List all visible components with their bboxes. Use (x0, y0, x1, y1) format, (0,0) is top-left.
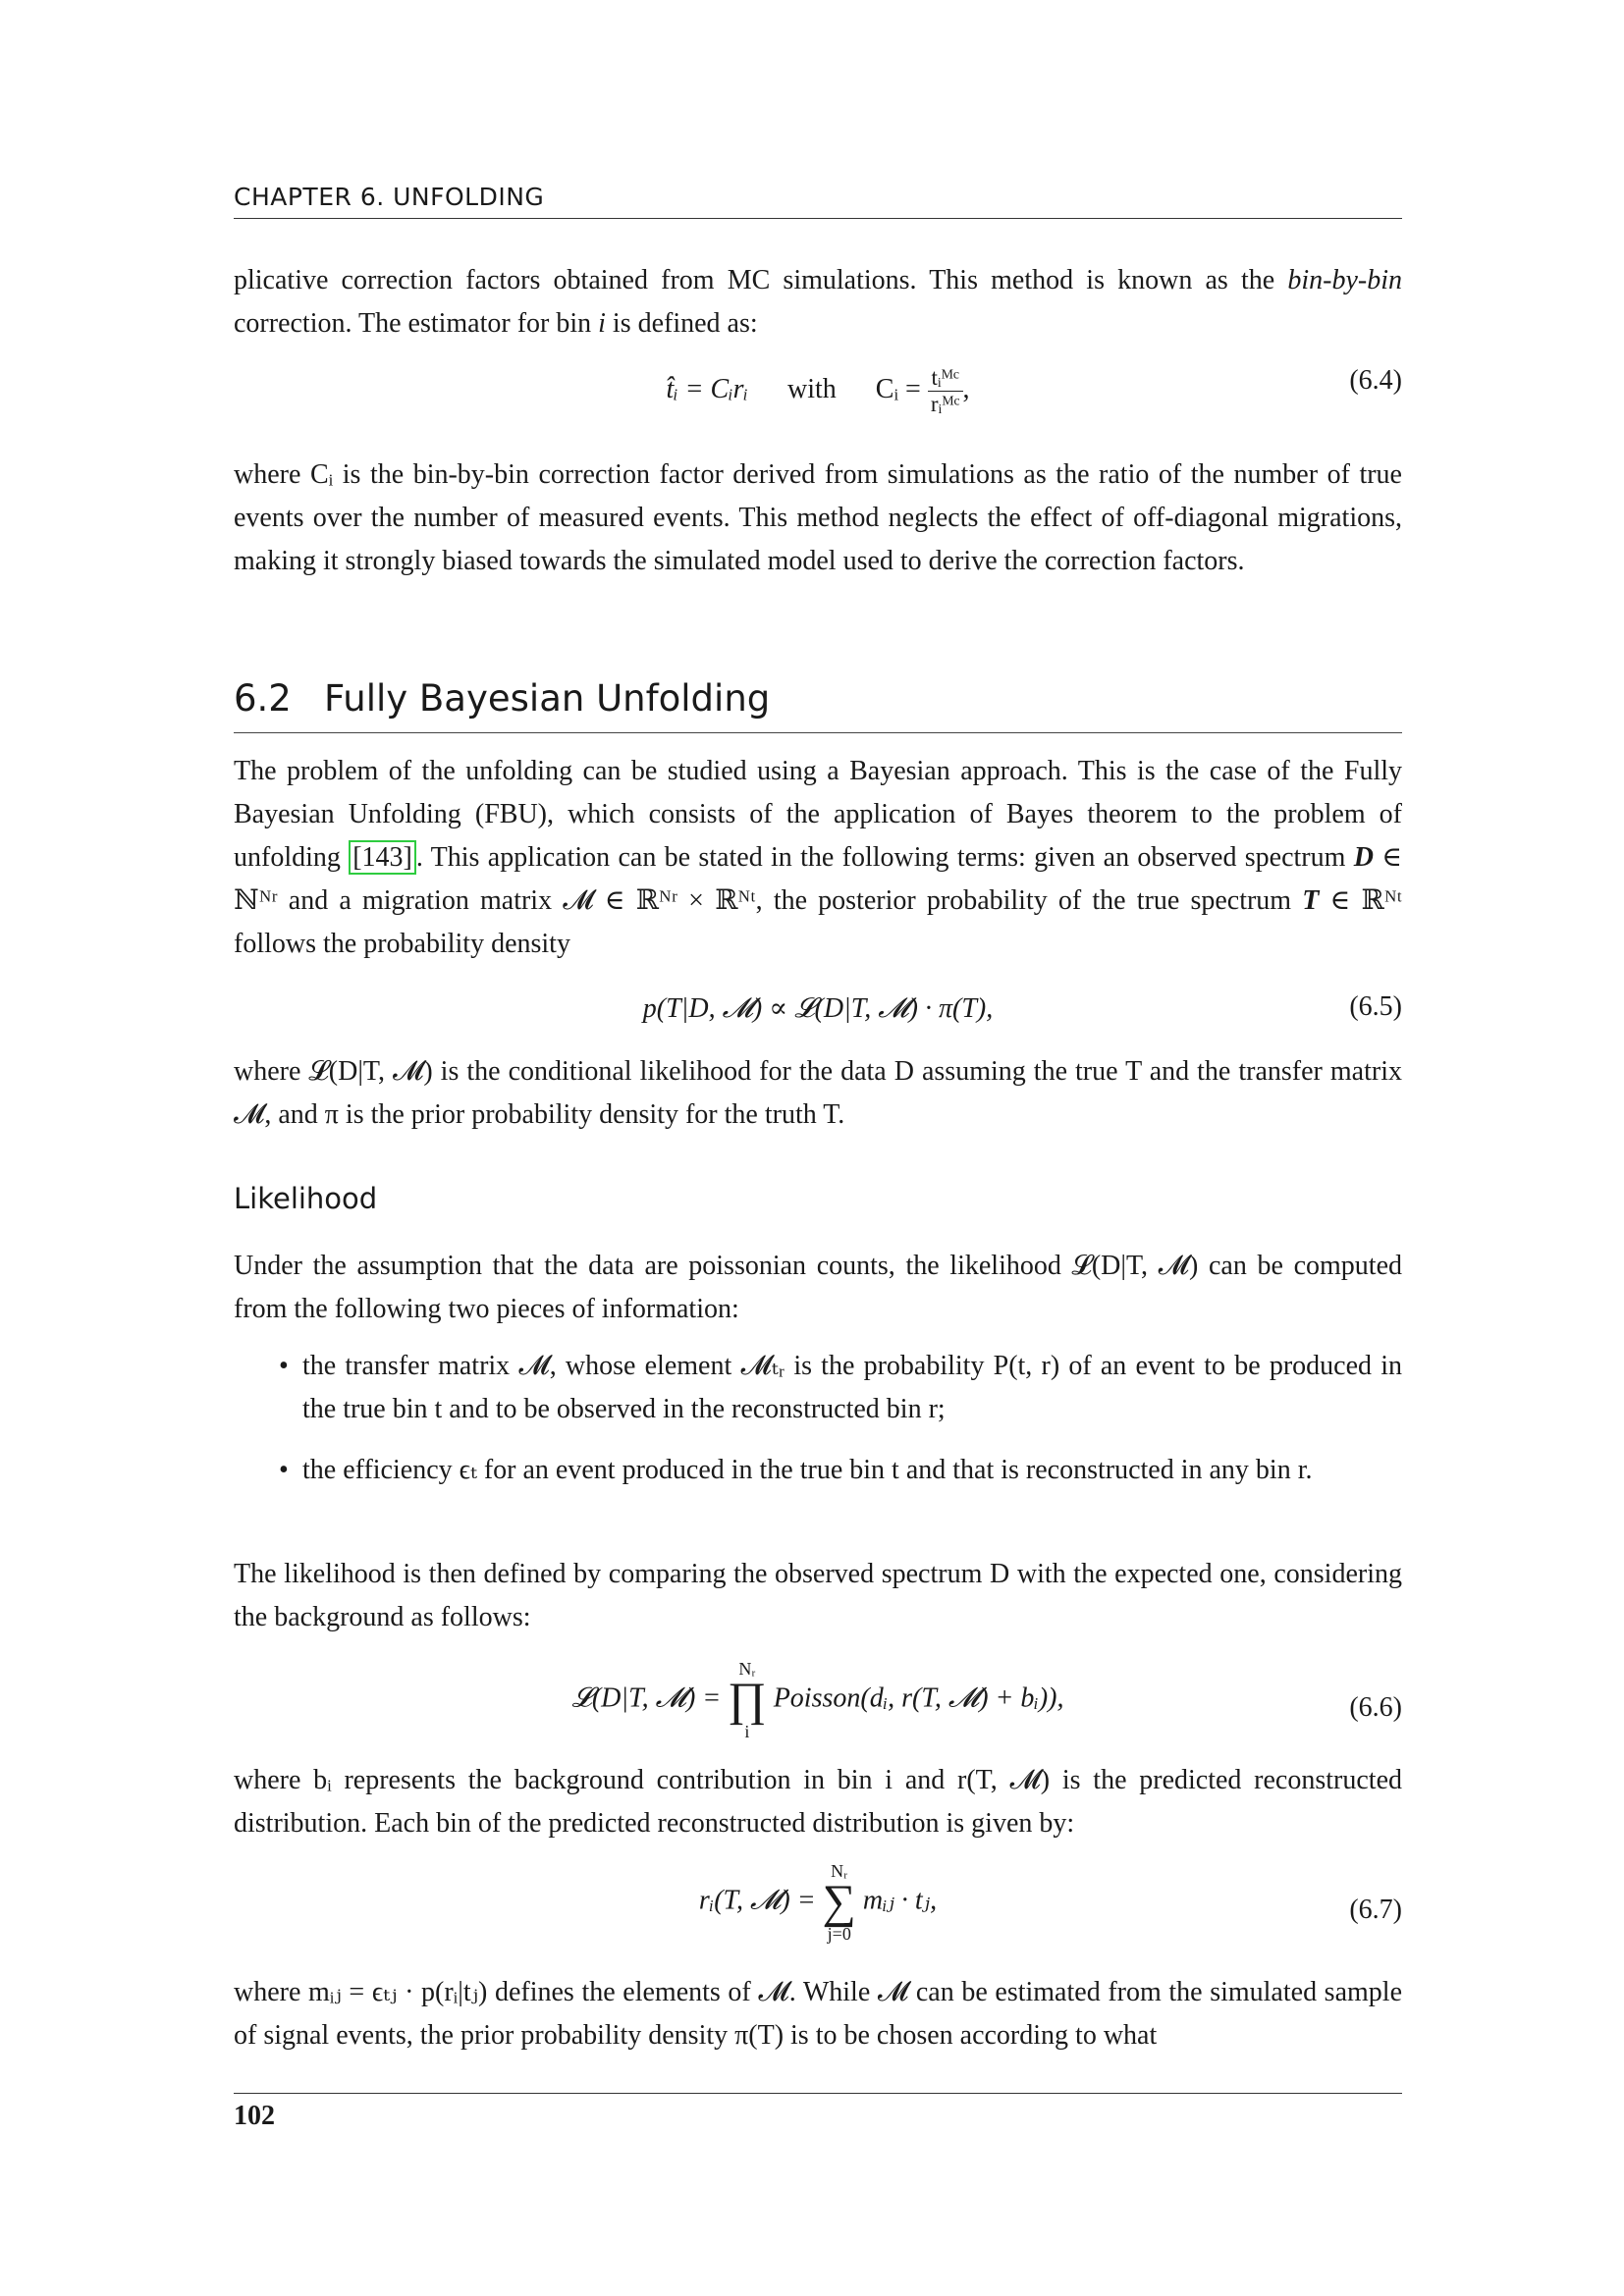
para3-text-a: The problem of the unfolding can be studied using a Bayesian approach. This is the case of the Fully Bayesian Unfolding (FBU), which consists of the application of Bayes theorem to the problem of unfolding (234, 756, 1402, 873)
paragraph-poisson-assumption: Under the assumption that the data are poissonian counts, the likelihood 𝓛(D|T, 𝓜) can be computed from the following two pieces of information: (234, 1251, 1402, 1324)
eq67-sum (823, 1861, 856, 1944)
equation-6-7 (234, 1861, 1402, 1949)
footer-rule (234, 2093, 1402, 2094)
eq67-lower: j=0 (827, 1924, 851, 1944)
eq64-ci: Cᵢ = (875, 373, 921, 404)
eq66-rhs: Poisson(dᵢ, r(T, 𝓜) + bᵢ)), (773, 1682, 1064, 1714)
paragraph-bin-by-bin (234, 259, 1402, 346)
equation-6-4-body (234, 365, 1402, 417)
para3-text-d: ∈ ℝᴺᵗ follows the probability density (234, 885, 1403, 959)
subsection-heading: Likelihood (234, 1182, 378, 1215)
para1-text-b: correction. The estimator for bin (234, 308, 599, 339)
equation-number: (6.7) (1349, 1895, 1402, 1925)
equation-6-6 (234, 1659, 1402, 1747)
paragraph-background: where bᵢ represents the background contribution in bin i and r(T, 𝓜) is the predicted reconstructed distribution. Each bin of the predicted reconstructed distribution is given by: (234, 1765, 1402, 1839)
section-number: 6.2 (234, 677, 292, 720)
eq66-product (728, 1659, 767, 1741)
equation-6-5 (234, 982, 1402, 1041)
equation-6-6-body (234, 1659, 1402, 1741)
bullet-list (234, 1345, 1402, 1510)
citation-link[interactable]: [143] (349, 840, 416, 875)
eq67-rhs: mᵢⱼ · tⱼ, (862, 1885, 938, 1916)
equation-number: (6.6) (1349, 1692, 1402, 1723)
equation-number: (6.4) (1349, 365, 1402, 396)
eq66-lower: i (744, 1722, 750, 1741)
eq64-denominator: rᵢᴹᶜ (930, 392, 960, 416)
para3-text-c: ∈ ℕᴺʳ and a migration matrix 𝓜 ∈ ℝᴺʳ × ℝᴺᵗ, the posterior probability of the true spectrum (234, 842, 1402, 916)
paragraph-likelihood-compare: The likelihood is then defined by comparing the observed spectrum D with the expected one, considering the background as follows: (234, 1559, 1402, 1632)
para1-text-c: is defined as: (605, 308, 758, 339)
eq64-numerator: tᵢᴹᶜ (928, 365, 963, 392)
product-operator: ∏ (728, 1674, 767, 1726)
section-title: Fully Bayesian Unfolding (324, 677, 771, 720)
equation-6-4 (234, 355, 1402, 414)
list-item: • the transfer matrix 𝓜, whose element 𝓜ₜᵣ is the probability P(t, r) of an event to be produced in the true bin t and to be observed in the reconstructed bin r; (234, 1345, 1402, 1431)
running-head: CHAPTER 6. UNFOLDING (234, 183, 1402, 219)
para1-text-a: plicative correction factors obtained from MC simulations. This method is known as the (234, 265, 1288, 295)
para1-emph: bin-by-bin (1287, 265, 1402, 295)
eq64-lhs: t̂ᵢ = Cᵢrᵢ (666, 373, 748, 404)
equation-number: (6.5) (1349, 991, 1402, 1022)
paragraph-correction-factor: where Cᵢ is the bin-by-bin correction factor derived from simulations as the ratio of the number of true events over the number of measured events. This method neglects the effect of off-diagonal migrations, making it strongly biased towards the simulated model used to derive the correction factors. (234, 459, 1402, 576)
section-heading (234, 677, 1402, 733)
para3-symbol-t: T (1302, 885, 1320, 916)
paragraph-fbu-intro (234, 750, 1402, 966)
eq67-upper: Nᵣ (831, 1861, 848, 1881)
paragraph-likelihood-def: where 𝓛(D|T, 𝓜) is the conditional likelihood for the data D assuming the true T and the transfer matrix 𝓜, and π is the prior probability density for the truth T. (234, 1056, 1402, 1130)
eq64-fraction (928, 365, 963, 417)
eq66-lhs: 𝓛(D|T, 𝓜) = (571, 1682, 722, 1714)
para3-text-b: . This application can be stated in the following terms: given an observed spectrum (415, 842, 1354, 873)
para1-index: i (598, 308, 606, 339)
list-item: • the efficiency ϵₜ for an event produced in the true bin t and that is reconstructed in any bin r. (234, 1449, 1402, 1492)
equation-6-5-body: p(T|D, 𝓜) ∝ 𝓛(D|T, 𝓜) · π(T), (642, 993, 994, 1024)
sum-operator: ∑ (822, 1876, 856, 1928)
para3-symbol-d: D (1353, 842, 1374, 873)
equation-6-7-body (234, 1861, 1402, 1944)
eq67-lhs: rᵢ(T, 𝓜) = (698, 1885, 816, 1916)
paragraph-matrix-elements: where mᵢⱼ = ϵₜⱼ · p(rᵢ|tⱼ) defines the elements of 𝓜. While 𝓜 can be estimated from the simulated sample of signal events, the prior probability density π(T) is to be chosen according to what (234, 1977, 1402, 2051)
page-number: 102 (234, 2101, 275, 2131)
eq64-with: with (786, 373, 837, 404)
eq64-tail: , (962, 373, 970, 404)
eq66-upper: Nᵣ (738, 1659, 756, 1679)
